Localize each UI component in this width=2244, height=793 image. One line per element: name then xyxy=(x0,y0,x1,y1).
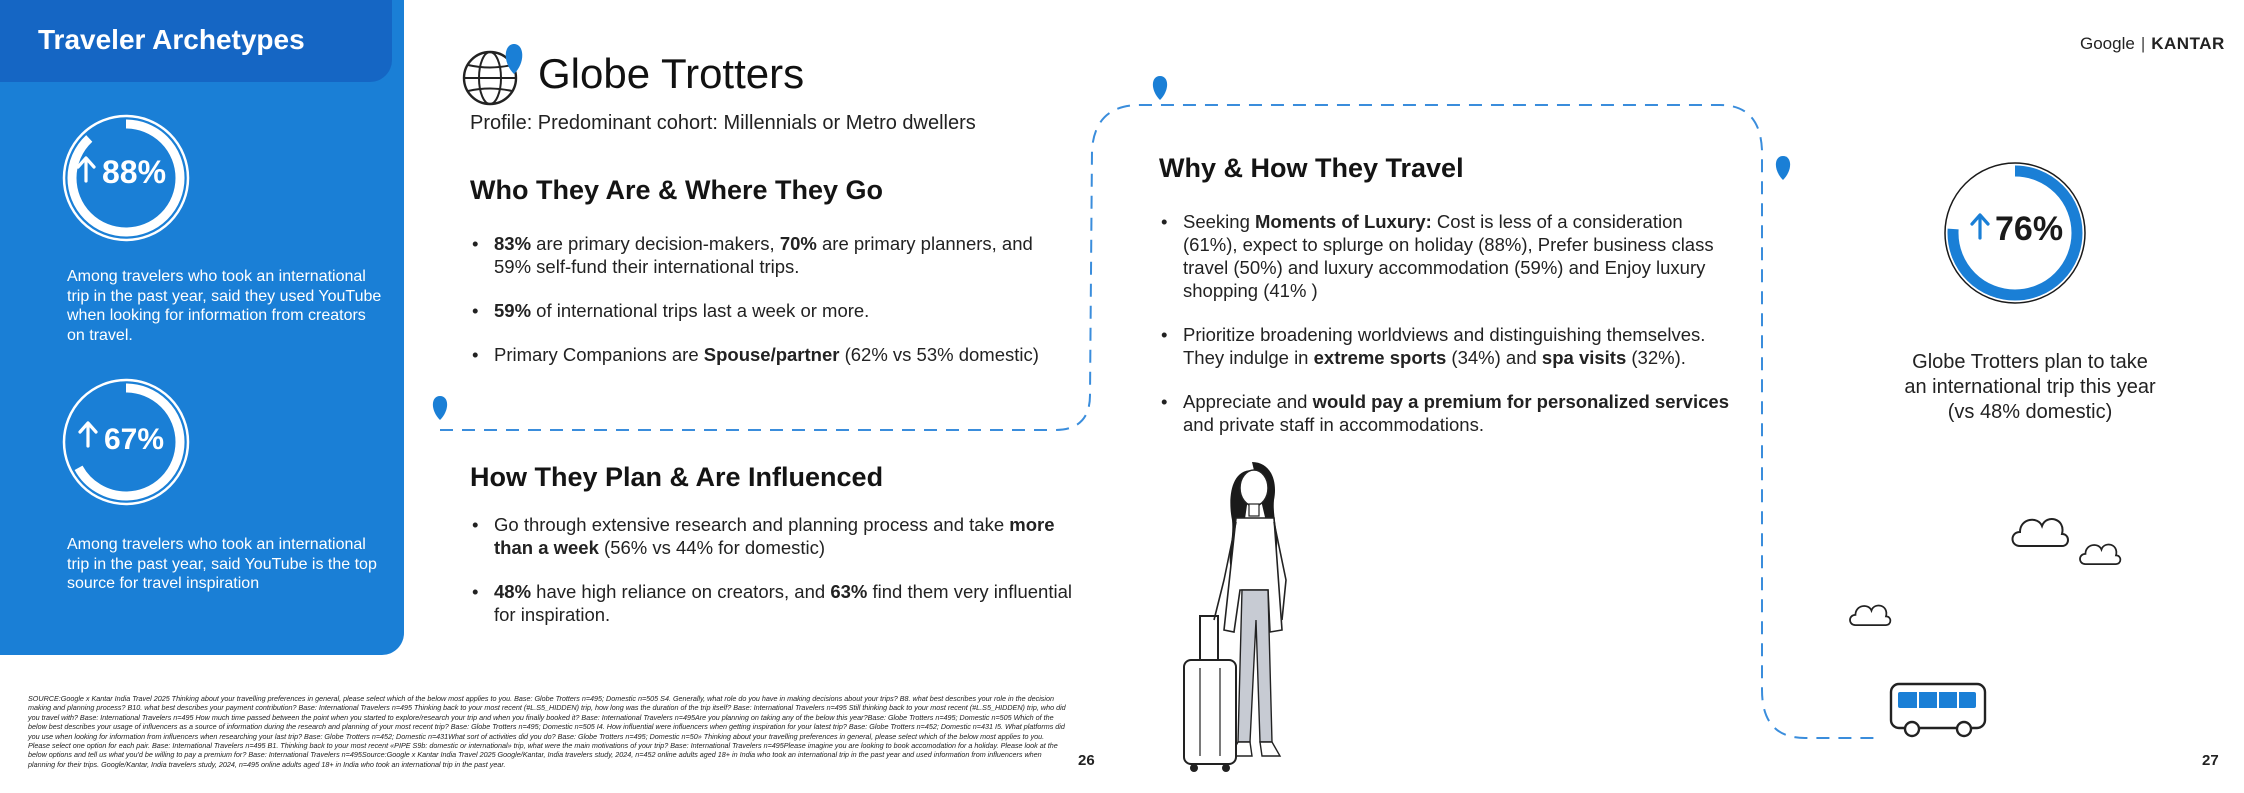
section-heading-plan: How They Plan & Are Influenced xyxy=(470,462,884,492)
map-pin-icon xyxy=(1776,156,1790,180)
stat-76-description: Globe Trotters plan to take an international trip this year (vs 48% domestic) xyxy=(1904,351,2156,423)
bullet-item: • 83% are primary decision-makers, 70% are primary planners, and 59% self-fund their international trips. xyxy=(470,232,1070,278)
bullet-item: • Appreciate and would pay a premium for personalized services and private staff in accommodations. xyxy=(1159,390,1729,436)
brand-logo: Google | KANTAR xyxy=(2080,34,2225,53)
bus-icon xyxy=(1888,678,1990,740)
stat-76-value: 76% xyxy=(1995,210,2064,248)
kantar-wordmark: KANTAR xyxy=(2151,34,2225,53)
page-number-right: 27 xyxy=(2202,752,2219,769)
stat-88-value: 88% xyxy=(102,154,167,190)
cloud-icon xyxy=(2008,506,2072,550)
cloud-icon xyxy=(2076,535,2124,567)
map-pin-icon xyxy=(433,396,447,420)
globe-icon xyxy=(460,42,532,108)
bullets-plan xyxy=(470,513,1080,647)
bullets-why xyxy=(1159,210,1729,457)
section-heading-why: Why & How They Travel xyxy=(1159,153,1464,183)
stat-67-description: Among travelers who took an international trip in the past year, said YouTube is the top source for travel inspiration xyxy=(67,536,377,592)
section-heading-who: Who They Are & Where They Go xyxy=(470,175,884,205)
source-footnote: SOURCE:Google x Kantar India Travel 2025 Thinking about your travelling preferences in general, please select which of the below most applies to you. Base: Globe Trotters n=495; Domestic n=505 S4. Generally, what role do you have in making decisions about your trips? B8. what best describes your role in the decision making and planning process? B10. what best describes your payment contribution? Base: International Travelers n=495 Thinking back to your most recent (#L.S5_HIDDEN) trip, how long was the duration of the trip itself? Base: International Travelers n=495 Still thinking back to your most recent (#L.S5_HIDDEN) trip, who did you travel with? Base: International Travelers n=495 How much time passed between the point when you started to explore/research your trip and when you finally booked it? Base: International Travelers n=495Are you planning on taking any of the below this year?Base: Globe Trotters n=495; Domestic n=505 Which of the below best describes your usage of influencers as a source of information during the research and planning of your most recent trip? Base: Globe Trotters n=495; Domestic n=505 I4. How influential were influencers when getting inspiration for your latest trip? Base: Globe Trotters n=452; Domestic n=431 I5. What platforms did you use when looking for information from influencers when researching your last trip? Base: Globe Trotters n=452; Domestic n=431What sort of activities did you do? Base: Globe Trotters n=495; Domestic n=50» Thinking about your travelling preferences in general, please select which of the below most applies to you. Please select one option for each pair. Base: International Travelers n=495 B1. Thinking back to your most recent «PIPE S9b: domestic or international» trip, what were the main motivations of your trip? Base: International Travelers n=495Please imagine you are looking to book accomodation for a holiday. Please look at the below options and tell us what you'd be willing to pay a premium for? Base: International Travelers n=495Source:Google x Kantar India Travel 2025 Google/Kantar, India travelers study, 2024, n=452 online adults aged 18+ in India who took an international trip in the past year and used information from influencers when planning for their trips. Google/Kantar, India travelers study, 2024, n=495 online adults aged 18+ in India who took an international trip in the past year. xyxy=(28,694,1066,769)
sidebar-title: Traveler Archetypes xyxy=(38,24,305,55)
bullet-item: • Prioritize broadening worldviews and distinguishing themselves. They indulge in extreme sports (34%) and spa visits (32%). xyxy=(1159,323,1729,369)
profile-text: Profile: Predominant cohort: Millennials or Metro dwellers xyxy=(470,112,976,134)
bullet-item: • 59% of international trips last a week or more. xyxy=(470,299,1070,322)
bullet-item: • Go through extensive research and planning process and take more than a week (56% vs 44% for domestic) xyxy=(470,513,1080,559)
traveler-illustration xyxy=(1170,450,1340,780)
bullet-item: • Seeking Moments of Luxury: Cost is less of a consideration (61%), expect to splurge on holiday (88%), Prefer business class travel (50%) and luxury accommodation (59%) and Enjoy luxury shopping (41% ) xyxy=(1159,210,1729,302)
arrow-up-icon xyxy=(1970,212,1990,240)
google-wordmark: Google xyxy=(2080,34,2135,53)
stat-67-value: 67% xyxy=(104,423,165,456)
cloud-icon xyxy=(1846,596,1894,628)
bullet-item: • Primary Companions are Spouse/partner (62% vs 53% domestic) xyxy=(470,343,1070,366)
stat-88-description: Among travelers who took an international trip in the past year, said they used YouTube when looking for information from creators on travel. xyxy=(67,268,382,344)
bullets-who xyxy=(470,232,1070,387)
map-pin-icon xyxy=(1153,76,1167,100)
page-title: Globe Trotters xyxy=(538,50,805,97)
bullet-item: • 48% have high reliance on creators, and 63% find them very influential for inspiration. xyxy=(470,580,1080,626)
page-number-left: 26 xyxy=(1078,752,1095,769)
